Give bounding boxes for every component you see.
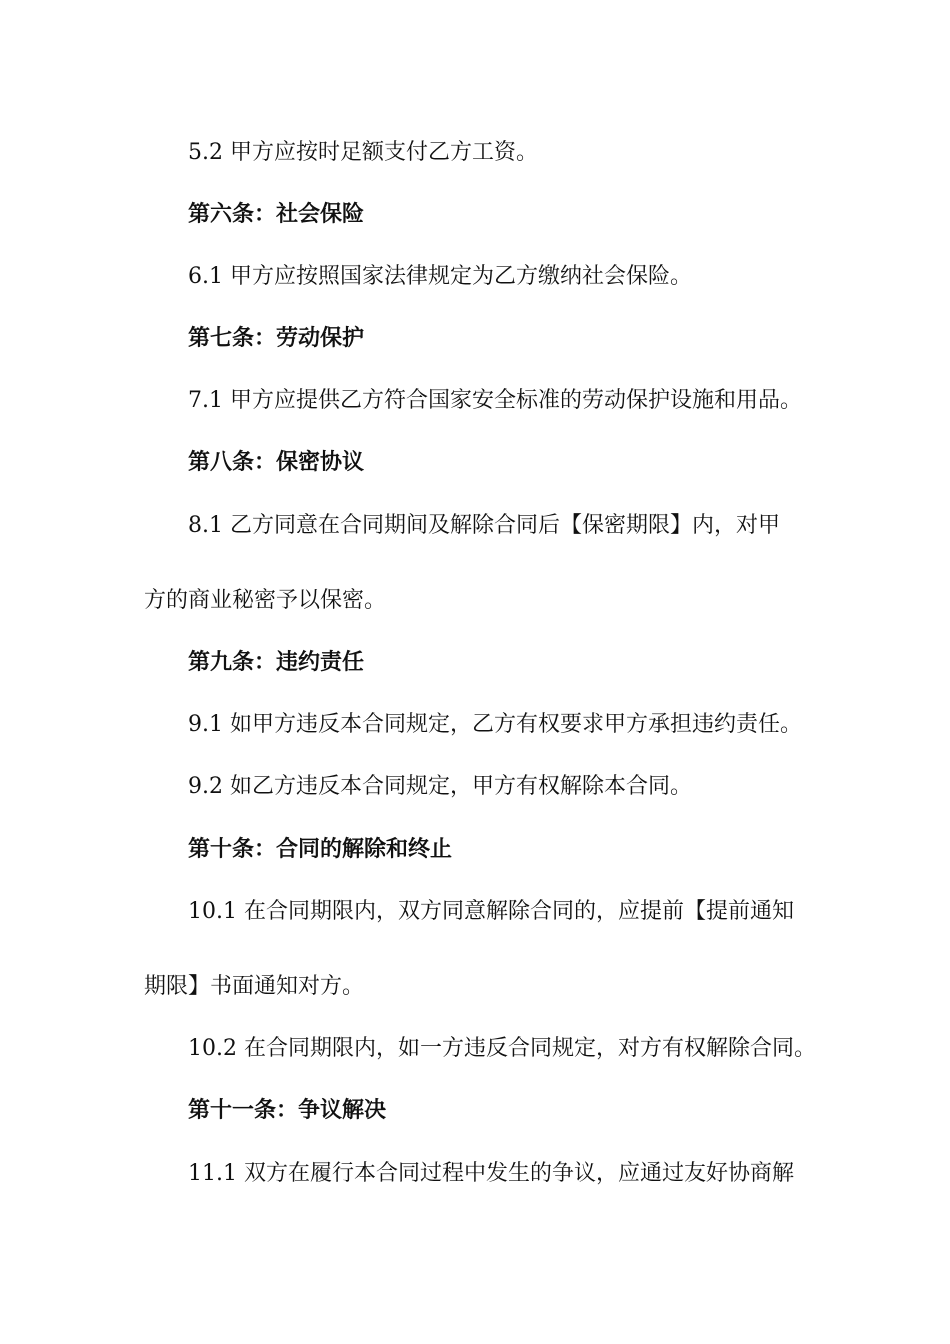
clause-11-1: 11.1 双方在履行本合同过程中发生的争议，应通过友好协商解 [188, 1161, 794, 1186]
clause-9-2: 9.2 如乙方违反本合同规定，甲方有权解除本合同。 [188, 774, 692, 799]
clause-6-1: 6.1 甲方应按照国家法律规定为乙方缴纳社会保险。 [188, 264, 692, 289]
article-8-heading: 第八条：保密协议 [188, 450, 365, 475]
clause-10-2: 10.2 在合同期限内，如一方违反合同规定，对方有权解除合同。 [188, 1036, 816, 1061]
clause-8-1: 8.1 乙方同意在合同期间及解除合同后【保密期限】内，对甲 [188, 513, 780, 538]
clause-8-1-continued: 方的商业秘密予以保密。 [144, 588, 387, 613]
article-7-heading: 第七条：劳动保护 [188, 326, 365, 351]
clause-9-1: 9.1 如甲方违反本合同规定，乙方有权要求甲方承担违约责任。 [188, 712, 802, 737]
article-11-heading: 第十一条：争议解决 [188, 1098, 387, 1123]
clause-5-2: 5.2 甲方应按时足额支付乙方工资。 [188, 140, 538, 165]
clause-10-1: 10.1 在合同期限内，双方同意解除合同的，应提前【提前通知 [188, 899, 794, 924]
article-6-heading: 第六条：社会保险 [188, 202, 365, 227]
article-9-heading: 第九条：违约责任 [188, 650, 365, 675]
article-10-heading: 第十条：合同的解除和终止 [188, 837, 453, 862]
clause-7-1: 7.1 甲方应提供乙方符合国家安全标准的劳动保护设施和用品。 [188, 388, 802, 413]
clause-10-1-continued: 期限】书面通知对方。 [144, 974, 365, 999]
